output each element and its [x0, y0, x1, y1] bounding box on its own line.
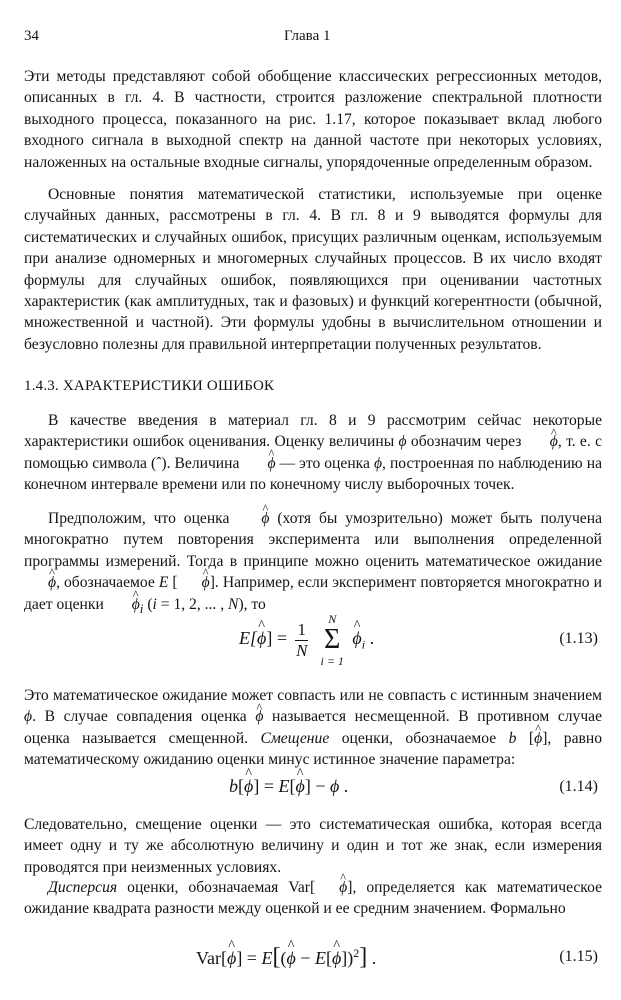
paragraph-expectation: Предположим, что оценка ^ ϕ (хотя бы умозрительно) может быть получена многократно путем повторения эксперимента или выполнения определенной программы измерений. Тогда в принципе можно оценить математическое ожидание ^ ϕ, обозначаемое E [^ ϕ]. Например, если эксперимент повторяется многократно и дает оценки ^ $\phi_i$ (i = 1, 2, ... , N), то	[24, 508, 602, 619]
equation-1-13: E[^ ϕ] = $\frac{1}{N}$ N Σ i = 1 ^ $\phi_i$ . (1.13)	[24, 612, 602, 672]
equation-number-1-15: (1.15)	[559, 948, 598, 965]
page-number: 34	[24, 28, 39, 44]
paragraph-regression-methods: Эти методы представляют собой обобщение классических регрессионных методов, описанных в гл. 4. В частности, строится разложение спектральной плотности выходного процесса, показанного на рис. 1.17, которое показывает вклад любого входного сигнала в выходной спектр на данной частоте при некоторых условиях, наложенных на остальные входные сигналы, упорядоченные определенным образом.	[24, 68, 602, 171]
equation-number-1-14: (1.14)	[559, 778, 598, 795]
running-header-chapter: Глава 1	[284, 28, 331, 44]
paragraph-bias: Это математическое ожидание может совпасть или не совпасть с истинным значением ϕ. В случае совпадения оценка ^ ϕ называется несмещенной. В противном случае оценка называется смещенной. Смещение оценки, обозначаемое b [^ ϕ], равно математическому ожиданию оценки минус истинное значение параметра:	[24, 685, 602, 771]
summation-sign: N Σ i = 1	[320, 612, 344, 668]
fraction-1-over-n: $\frac{1}{N}$	[296, 619, 308, 660]
paragraph-introduction: В качестве введения в материал гл. 8 и 9 рассмотрим сейчас некоторые характеристики ошибок оценивания. Оценку величины ϕ обозначим через ^ ϕ, т. е. с помощью символа (ˆ). Величина ^ ϕ — это оценка ϕ, построенная по наблюдению на конечном интервале времени или по конечному числу выборочных точек.	[24, 410, 602, 496]
section-heading: 1.4.3. ХАРАКТЕРИСТИКИ ОШИБОК	[24, 378, 275, 394]
paragraph-statistics-concepts: Основные понятия математической статистики, используемые при оценке случайных данных, рассмотрены в гл. 4. В гл. 8 и 9 выводятся формулы для систематических и случайных ошибок, присущих различным оценкам, используемым при анализе одномерных и многомерных случайных процессов. В их число входят формулы для случайных ошибок, появляющихся при оценивании частотных характеристик (как амплитудных, так и фазовых) и функций когерентности (обычной, множественной и частной). Эти формулы удобны в вычислительном отношении и безусловно полезны для правильной интерпретации полученных результатов.	[24, 186, 602, 353]
paragraph-systematic-error: Следовательно, смещение оценки — это систематическая ошибка, которая всегда имеет одну и ту же абсолютную величину и один и тот же знак, если измерения проводятся при неизменных условиях.	[24, 816, 602, 876]
equation-1-15: Var[^ ϕ] = E[(^ ϕ − E[^ ϕ])$^2$] . (1.15)	[24, 944, 602, 980]
equation-number-1-13: (1.13)	[559, 630, 598, 647]
equation-1-14: b[^ ϕ] = E[^ ϕ] − ϕ . (1.14)	[24, 776, 602, 806]
paragraph-variance: Дисперсия оценки, обозначаемая Var[^ ϕ], определяется как математическое ожидание квадрата разности между оценкой и ее средним значением. Формально	[24, 877, 602, 920]
